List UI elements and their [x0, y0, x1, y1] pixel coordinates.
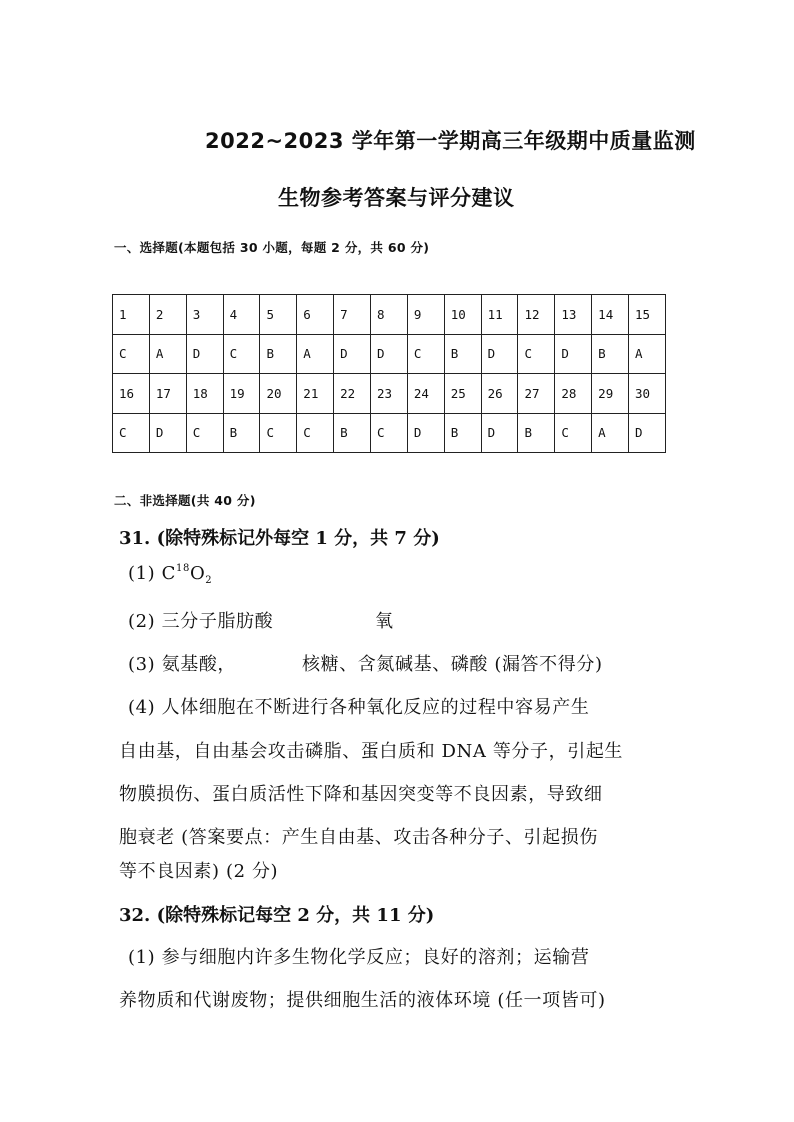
- question-number-cell: 27: [518, 374, 555, 414]
- question-number-cell: 28: [555, 374, 592, 414]
- question-number-cell: 26: [481, 374, 518, 414]
- question-number-cell: 10: [444, 295, 481, 335]
- q32-answer-1-line-1: (1) 参与细胞内许多生物化学反应；良好的溶剂；运输营: [128, 947, 590, 968]
- q31-answer-3b: 核糖、含氮碱基、磷酸 (漏答不得分): [302, 654, 603, 675]
- answer-cell: B: [444, 334, 481, 374]
- q31-header: 31. (除特殊标记外每空 1 分，共 7 分): [119, 528, 440, 549]
- answer-cell: D: [629, 413, 666, 453]
- answer-cell: B: [223, 413, 260, 453]
- answer-cell: B: [518, 413, 555, 453]
- q31-a1-c: C: [161, 563, 176, 584]
- question-number-cell: 2: [149, 295, 186, 335]
- answer-cell: C: [555, 413, 592, 453]
- question-number-cell: 29: [592, 374, 629, 414]
- answer-cell: B: [444, 413, 481, 453]
- q31-answer-4-line-1: (4) 人体细胞在不断进行各种氧化反应的过程中容易产生: [128, 697, 590, 718]
- answer-cell: B: [334, 413, 371, 453]
- question-number-cell: 24: [407, 374, 444, 414]
- q31-answer-2b: 氧: [375, 611, 394, 632]
- question-number-cell: 8: [371, 295, 408, 335]
- answer-cell: C: [297, 413, 334, 453]
- answer-cell: D: [334, 334, 371, 374]
- answer-cell: C: [518, 334, 555, 374]
- q31-answer-4-line-4: 胞衰老 (答案要点：产生自由基、攻击各种分子、引起损伤: [119, 827, 598, 848]
- section-1-label: 一、选择题(本题包括 30 小题，每题 2 分，共 60 分): [114, 240, 430, 255]
- q32-answer-1-line-2: 养物质和代谢废物；提供细胞生活的液体环境 (任一项皆可): [119, 990, 606, 1011]
- question-number-cell: 17: [149, 374, 186, 414]
- question-number-cell: 4: [223, 295, 260, 335]
- answer-cell: D: [186, 334, 223, 374]
- answer-cell: C: [260, 413, 297, 453]
- answer-cell: B: [260, 334, 297, 374]
- q31-answer-1: [128, 563, 212, 586]
- answer-cell: A: [297, 334, 334, 374]
- question-number-cell: 14: [592, 295, 629, 335]
- answer-cell: D: [407, 413, 444, 453]
- answer-cell: C: [186, 413, 223, 453]
- question-number-cell: 15: [629, 295, 666, 335]
- answer-cell: C: [407, 334, 444, 374]
- question-number-cell: 13: [555, 295, 592, 335]
- question-number-cell: 20: [260, 374, 297, 414]
- question-number-cell: 25: [444, 374, 481, 414]
- q31-a1-sup: 18: [176, 563, 190, 574]
- answer-cell: D: [481, 334, 518, 374]
- question-number-cell: 19: [223, 374, 260, 414]
- question-number-cell: 6: [297, 295, 334, 335]
- answer-table: [112, 294, 666, 453]
- answer-cell: C: [223, 334, 260, 374]
- question-number-cell: 12: [518, 295, 555, 335]
- answer-row: [113, 334, 666, 374]
- question-number-row: [113, 295, 666, 335]
- answer-cell: B: [592, 334, 629, 374]
- question-number-cell: 9: [407, 295, 444, 335]
- question-number-cell: 22: [334, 374, 371, 414]
- q31-answer-3: (3) 氨基酸，: [128, 654, 237, 675]
- answer-cell: C: [113, 334, 150, 374]
- question-number-cell: 30: [629, 374, 666, 414]
- question-number-cell: 21: [297, 374, 334, 414]
- answer-cell: A: [149, 334, 186, 374]
- page-title: 2022~2023 学年第一学期高三年级期中质量监测: [205, 129, 696, 153]
- question-number-cell: 7: [334, 295, 371, 335]
- answer-row: [113, 413, 666, 453]
- question-number-cell: 23: [371, 374, 408, 414]
- question-number-cell: 5: [260, 295, 297, 335]
- q31-answer-4-line-2: 自由基，自由基会攻击磷脂、蛋白质和 DNA 等分子，引起生: [119, 741, 624, 762]
- q31-answer-4-line-5: 等不良因素) (2 分): [119, 861, 279, 882]
- q31-answer-2: (2) 三分子脂肪酸: [128, 611, 274, 632]
- question-number-cell: 18: [186, 374, 223, 414]
- q32-header: 32. (除特殊标记每空 2 分，共 11 分): [119, 905, 435, 926]
- answer-cell: A: [629, 334, 666, 374]
- q31-a1-o: O: [189, 563, 206, 584]
- answer-cell: A: [592, 413, 629, 453]
- q31-a1-prefix: (1): [128, 563, 162, 584]
- section-2-label: 二、非选择题(共 40 分): [114, 493, 256, 508]
- answer-cell: D: [555, 334, 592, 374]
- answer-cell: D: [481, 413, 518, 453]
- answer-cell: D: [371, 334, 408, 374]
- q31-a1-sub: 2: [205, 575, 213, 586]
- answer-cell: D: [149, 413, 186, 453]
- question-number-row: [113, 374, 666, 414]
- page-subtitle: 生物参考答案与评分建议: [278, 186, 515, 210]
- question-number-cell: 1: [113, 295, 150, 335]
- answer-cell: C: [371, 413, 408, 453]
- question-number-cell: 11: [481, 295, 518, 335]
- q31-answer-4-line-3: 物膜损伤、蛋白质活性下降和基因突变等不良因素，导致细: [119, 784, 603, 805]
- question-number-cell: 16: [113, 374, 150, 414]
- answer-cell: C: [113, 413, 150, 453]
- question-number-cell: 3: [186, 295, 223, 335]
